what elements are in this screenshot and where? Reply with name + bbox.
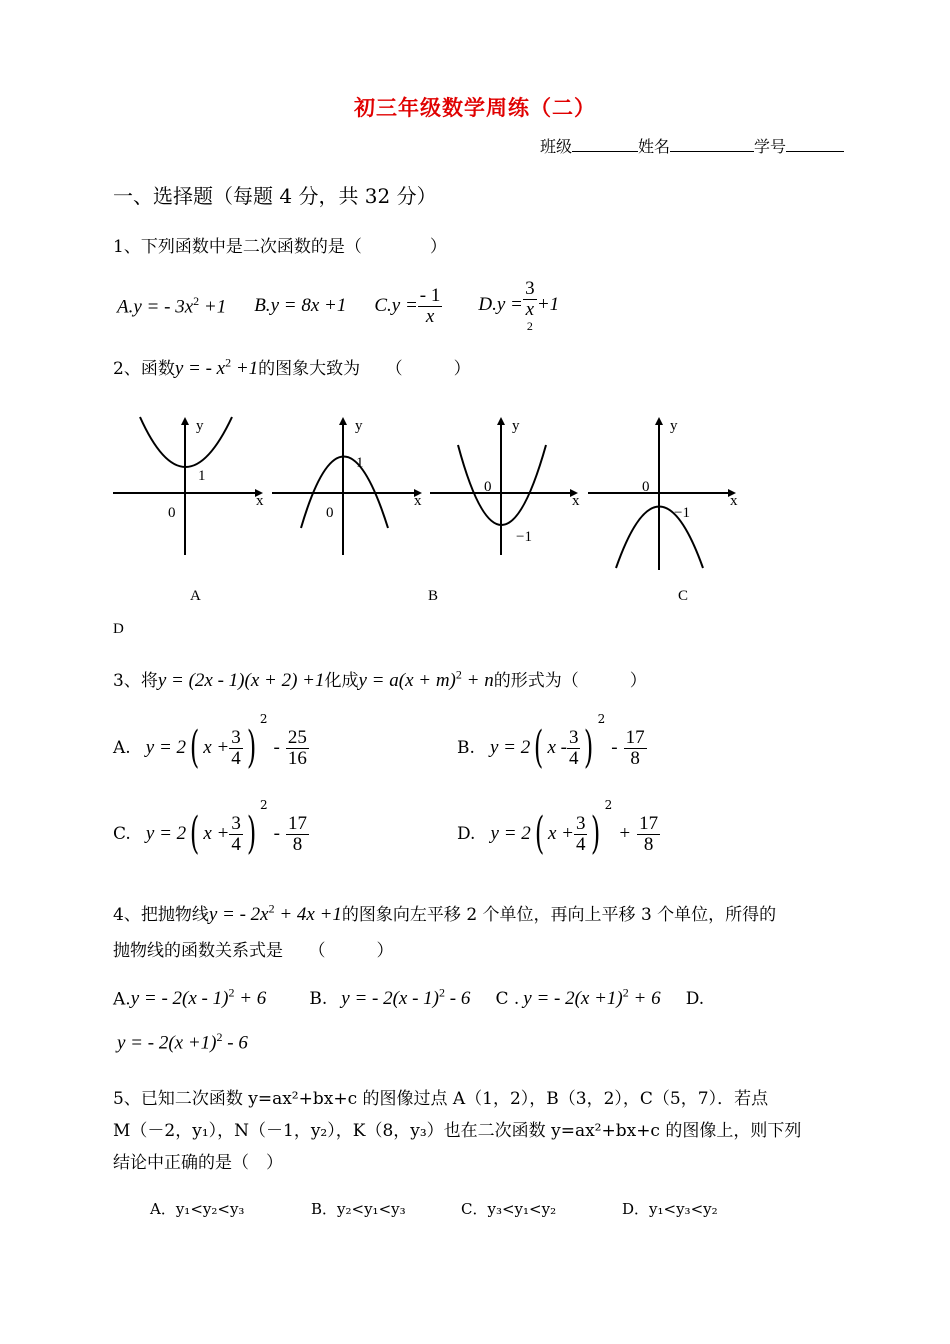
q1-option-c: C.y = $\frac{- 1}{x}$ [374,284,441,327]
graph-label-d: D [113,621,124,637]
q5-option-b: B．y₂<y₁<y₃ [311,1200,406,1218]
q4-option-b: y = - 2(x - 1)$^2$ - 6 [341,986,471,1010]
class-blank[interactable] [572,137,638,152]
svg-text:1: 1 [356,455,364,471]
q3-stem: 3、将y = (2x - 1)(x + 2) +1化成$y = a(x + m)^2 + n$的形式为（ ） [113,667,647,691]
q3-option-c: C. y = 2( x + $\frac{3}{4}$ )$^2$- $\frac{17}{8}$ [113,798,307,859]
q5-stem-line2: M（－2，y₁），N（－1，y₂），K（8，y₃）也在二次函数 y=ax²+bx+c 的图像上，则下列 [113,1121,802,1141]
graph-d [588,417,738,570]
name-blank[interactable] [670,137,754,152]
q3-option-a: A. y = 2( x + $\frac{3}{4}$ )$^2$- $\frac{25}{16}$ [113,712,307,773]
q5-stem-line3: 结论中正确的是（ ） [113,1153,283,1173]
section-heading: 一、选择题（每题 4 分，共 32 分） [113,184,437,208]
svg-text:0: 0 [642,479,650,495]
name-label: 姓名 [638,137,671,156]
svg-text:x: x [414,493,422,509]
q5-option-c: C．y₃<y₁<y₂ [461,1200,557,1218]
svg-text:1: 1 [198,468,206,484]
graph-c [430,417,580,555]
q4-options: A.y = - 2(x - 1)$^2$ + 6 B. y = - 2(x - 1)$^2$ - 6 C . y = - $2(x +1)^2 + 6$ D. [113,986,705,1010]
class-label: 班级 [540,137,573,156]
q3-option-b: B. y = 2( x - $\frac{3}{4}$ )$^2$- $\frac{17}{8}$ [457,712,645,773]
q4-option-a: y = - 2(x - 1)$^2$ + 6 [130,986,267,1010]
svg-text:0: 0 [168,505,176,521]
svg-text:x: x [730,493,738,509]
q1-option-b: B.y = 8x +1 [254,295,347,316]
svg-text:x: x [256,493,264,509]
q4-option-c: y = - $2(x +1)^2 + 6$ [523,986,661,1010]
q5-option-a: A．y₁<y₂<y₃ [150,1200,245,1218]
q1-stem: 1、下列函数中是二次函数的是（ ） [113,237,447,257]
student-info [540,134,844,157]
svg-text:y: y [355,418,363,434]
q1-option-d: D.y = 3 x 2 +1 [478,278,560,334]
number-label: 学号 [754,137,787,156]
svg-text:−1: −1 [674,505,690,521]
q1-option-a: A.y = - $3x^2 +1$ [117,293,227,318]
q4-option-d: y = - $2(x +1)^2 - 6$ [117,1030,248,1054]
svg-text:0: 0 [484,479,492,495]
graph-a [113,417,264,555]
q2-graphs [0,405,950,645]
graph-label-c: C [678,588,689,604]
q4-stem-line2: 抛物线的函数关系式是 （ ） [113,941,394,961]
graph-label-b: B [428,588,439,604]
number-blank[interactable] [786,137,844,152]
q1-options [117,278,560,334]
q2-stem: 2、函数y = - $x^2 +1$的图象大致为 （ ） [113,355,471,379]
svg-text:x: x [572,493,580,509]
q5-option-d: D．y₁<y₃<y₂ [622,1200,718,1218]
svg-text:y: y [670,418,678,434]
svg-text:y: y [512,418,520,434]
q5-stem-line1: 5、已知二次函数 y=ax²+bx+c 的图像过点 A（1，2），B（3，2），C（5，7）．若点 [113,1089,769,1109]
q3-option-d: D. y = 2( x + $\frac{3}{4}$ )$^2$+ $\frac{17}{8}$ [457,798,659,859]
svg-text:−1: −1 [516,529,532,545]
page-title: 初三年级数学周练（二） [354,95,596,120]
graph-b [272,417,422,555]
q4-stem: 4、把抛物线y = - $2x^2 + 4x +1$的图象向左平移 2 个单位，再向上平移 3 个单位，所得的 [113,901,777,925]
svg-text:y: y [196,418,204,434]
svg-text:0: 0 [326,505,334,521]
graph-label-a: A [190,588,201,604]
